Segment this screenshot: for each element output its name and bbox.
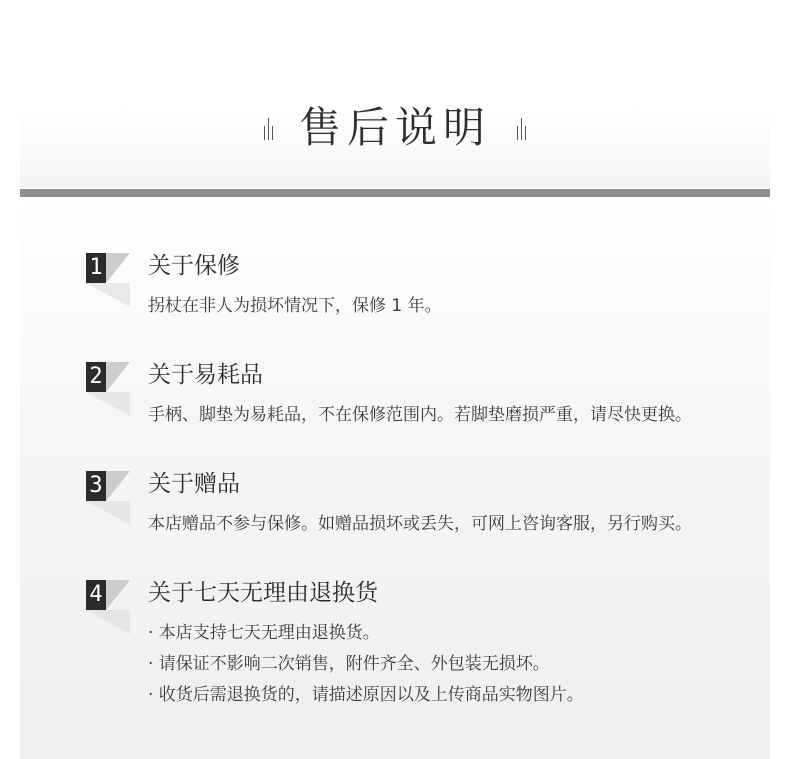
section-line: 拐杖在非人为损坏情况下，保修 1 年。 — [148, 296, 442, 316]
left-line-ornament-icon — [264, 116, 273, 140]
section-number-badge: 3 — [86, 471, 106, 501]
section-line: 本店赠品不参与保修。如赠品损坏或丢失，可网上咨询客服，另行购买。 — [148, 514, 692, 534]
section-body — [148, 400, 692, 431]
section-title: 关于易耗品 — [148, 362, 263, 388]
section-number-badge: 2 — [86, 362, 106, 392]
header-divider — [20, 189, 770, 197]
section-line: 手柄、脚垫为易耗品，不在保修范围内。若脚垫磨损严重，请尽快更换。 — [148, 405, 692, 425]
section-line: · 收货后需退换货的，请描述原因以及上传商品实物图片。 — [148, 685, 584, 705]
badge-shadow — [86, 392, 130, 416]
section-title: 关于赠品 — [148, 471, 240, 497]
section-title: 关于保修 — [148, 253, 240, 279]
right-line-ornament-icon — [517, 116, 526, 140]
badge-shadow — [106, 471, 130, 501]
page-header — [0, 96, 790, 160]
section-body — [148, 509, 692, 540]
badge-shadow — [86, 610, 130, 634]
section-number-badge: 1 — [86, 253, 106, 283]
section-body — [148, 291, 442, 322]
section-body — [148, 618, 584, 711]
badge-shadow — [106, 253, 130, 283]
badge-shadow — [106, 362, 130, 392]
section-title: 关于七天无理由退换货 — [148, 580, 378, 606]
section-line: · 请保证不影响二次销售，附件齐全、外包装无损坏。 — [148, 654, 550, 674]
section-number-badge: 4 — [86, 580, 106, 610]
badge-shadow — [86, 501, 130, 525]
page-title: 售后说明 — [298, 103, 491, 152]
badge-shadow — [106, 580, 130, 610]
badge-shadow — [86, 283, 130, 307]
section-line: · 本店支持七天无理由退换货。 — [148, 623, 380, 643]
